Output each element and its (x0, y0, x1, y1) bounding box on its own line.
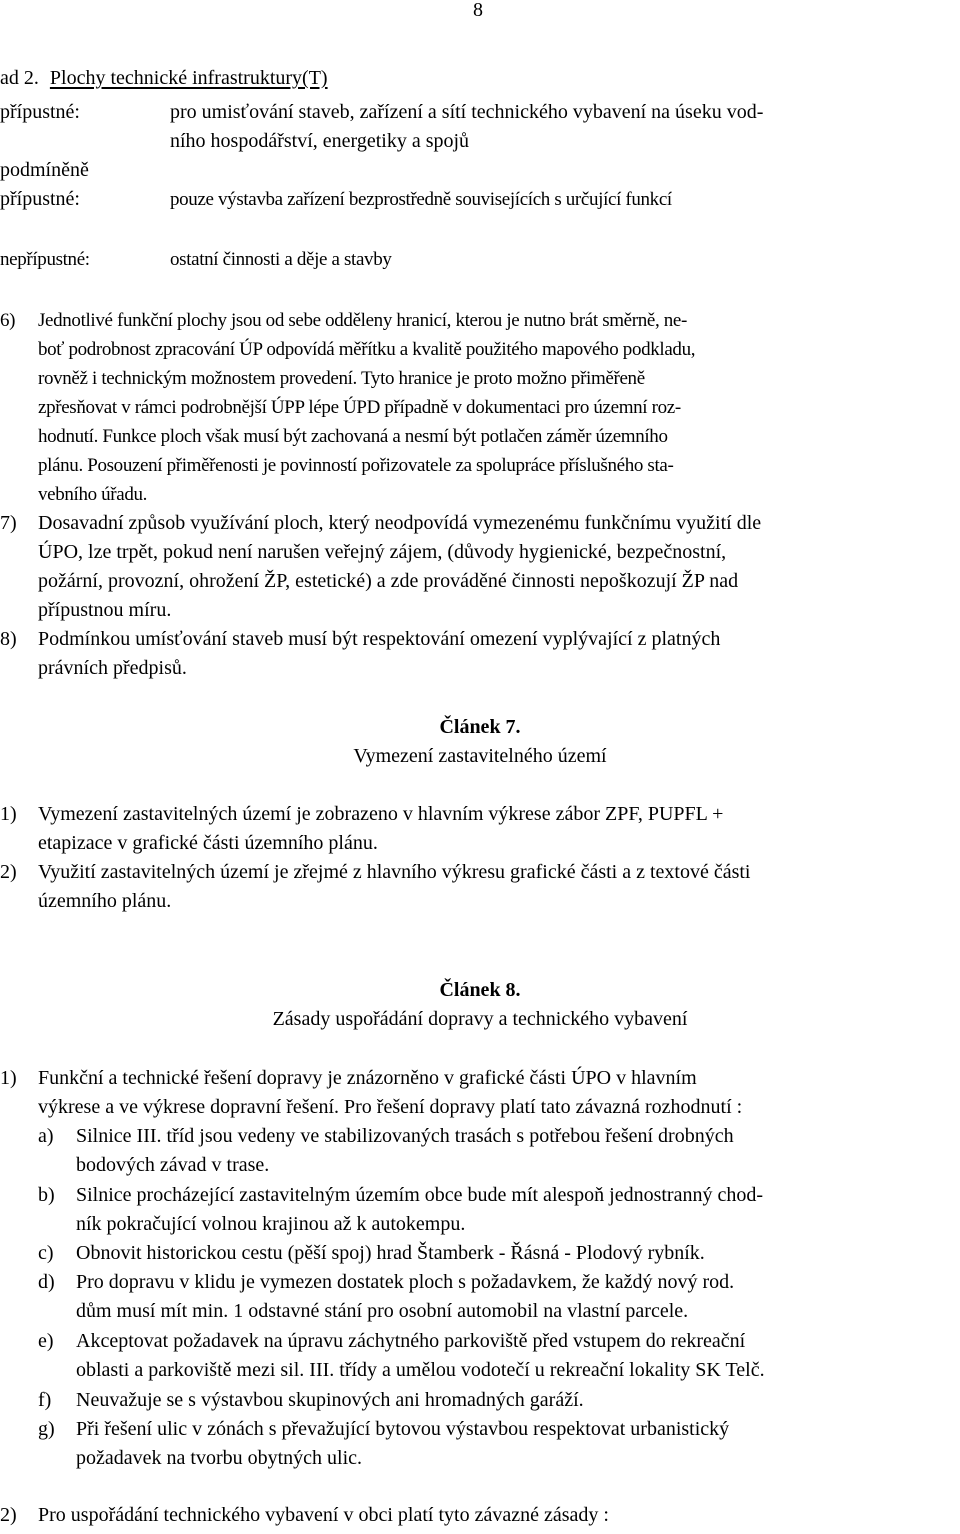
subitem-letter: e) (38, 1330, 54, 1352)
permitted-label: přípustné: (0, 101, 80, 123)
item-line: plánu. Posouzení přiměřenosti je povinností pořizovatele za spolupráce příslušného sta- (38, 455, 674, 476)
section-title: Plochy technické infrastruktury(T) (49, 67, 328, 89)
item-number: 1) (0, 803, 17, 825)
article-7-heading: Článek 7. (439, 716, 521, 738)
subitem-letter: d) (38, 1271, 55, 1293)
permitted-text-line-1: pro umisťování staveb, zařízení a sítí technického vybavení na úseku vod- (170, 101, 764, 123)
item-line: Silnice procházející zastavitelným územím obce bude mít alespoň jednostranný chod- (76, 1184, 764, 1206)
item-line: etapizace v grafické části územního plánu. (38, 832, 378, 854)
item-line: požární, provozní, ohrožení ŽP, estetické) a zde prováděné činnosti nepoškozují ŽP nad (38, 570, 739, 592)
item-line: Vymezení zastavitelných území je zobrazeno v hlavním výkrese zábor ZPF, PUPFL + (38, 803, 724, 825)
conditional-label-1: podmíněně (0, 159, 89, 181)
item-line: Pro uspořádání technického vybavení v obci platí tyto závazné zásady : (38, 1504, 609, 1526)
item-line: bodových závad v trase. (76, 1154, 270, 1176)
subitem-letter: b) (38, 1184, 55, 1206)
item-line: boť podrobnost zpracování ÚP odpovídá měřítku a kvalitě použitého mapového podkladu, (38, 339, 696, 360)
item-line: Využití zastavitelných území je zřejmé z hlavního výkresu grafické části a z textové části (38, 861, 751, 883)
item-number: 2) (0, 861, 17, 883)
permitted-text-line-2: ního hospodářství, energetiky a spojů (170, 130, 470, 152)
item-line: územního plánu. (38, 890, 172, 912)
conditional-label-2: přípustné: (0, 188, 80, 210)
item-line: Neuvažuje se s výstavbou skupinových ani hromadných garáží. (76, 1389, 584, 1411)
item-line: zpřesňovat v rámci podrobnější ÚPP lépe ÚPD případně v dokumentaci pro územní roz- (38, 397, 681, 418)
item-number: 6) (0, 310, 16, 331)
subitem-letter: a) (38, 1125, 54, 1147)
item-line: přípustnou míru. (38, 599, 172, 621)
item-line: Podmínkou umísťování staveb musí být respektování omezení vyplývající z platných (38, 628, 721, 650)
article-8-subheading: Zásady uspořádání dopravy a technického vybavení (272, 1008, 688, 1030)
section-heading (0, 64, 328, 93)
item-line: ÚPO, lze trpět, pokud není narušen veřejný zájem, (důvody hygienické, bezpečnostní, (38, 541, 727, 563)
item-number: 1) (0, 1067, 17, 1089)
item-line: Obnovit historickou cestu (pěší spoj) hrad Štamberk - Řásná - Plodový rybník. (76, 1242, 705, 1264)
item-line: dům musí mít min. 1 odstavné stání pro osobní automobil na vlastní parcele. (76, 1300, 689, 1322)
forbidden-text: ostatní činnosti a děje a stavby (170, 249, 392, 270)
item-line: Dosavadní způsob využívání ploch, který neodpovídá vymezenému funkčnímu využití dle (38, 512, 762, 534)
item-line: Jednotlivé funkční plochy jsou od sebe odděleny hranicí, kterou je nutno brát směrně, ne- (38, 310, 687, 331)
item-line: Silnice III. tříd jsou vedeny ve stabilizovaných trasách s potřebou řešení drobných (76, 1125, 734, 1147)
item-line: oblasti a parkoviště mezi sil. III. třídy a umělou vodotečí u rekreační lokality SK Telč. (76, 1359, 765, 1381)
item-line: právních předpisů. (38, 657, 187, 679)
subitem-letter: g) (38, 1418, 55, 1440)
article-7-subheading: Vymezení zastavitelného území (353, 745, 607, 767)
item-line: Funkční a technické řešení dopravy je znázorněno v grafické části ÚPO v hlavním (38, 1067, 697, 1089)
item-number: 8) (0, 628, 17, 650)
item-line: hodnutí. Funkce ploch však musí být zachovaná a nesmí být potlačen záměr územního (38, 426, 668, 447)
item-line: Akceptovat požadavek na úpravu záchytného parkoviště před vstupem do rekreační (76, 1330, 746, 1352)
subitem-letter: c) (38, 1242, 54, 1264)
item-line: výkrese a ve výkrese dopravní řešení. Pro řešení dopravy platí tato závazná rozhodnutí : (38, 1096, 743, 1118)
item-line: vebního úřadu. (38, 484, 148, 505)
item-line: Pro dopravu v klidu je vymezen dostatek ploch s požadavkem, že každý nový rod. (76, 1271, 735, 1293)
forbidden-label: nepřípustné: (0, 249, 90, 270)
item-line: Při řešení ulic v zónách s převažující bytovou výstavbou respektovat urbanistický (76, 1418, 730, 1440)
article-8-heading: Článek 8. (439, 979, 521, 1001)
item-number: 2) (0, 1504, 17, 1526)
conditional-text: pouze výstavba zařízení bezprostředně souvisejících s určující funkcí (170, 189, 672, 210)
subitem-letter: f) (38, 1389, 52, 1411)
item-line: ník pokračující volnou krajinou až k autokempu. (76, 1213, 466, 1235)
item-number: 7) (0, 512, 17, 534)
item-line: požadavek na tvorbu obytných ulic. (76, 1447, 363, 1469)
item-line: rovněž i technickým možnostem provedení. Tyto hranice je proto možno přiměřeně (38, 368, 645, 389)
page-number: 8 (473, 0, 483, 21)
section-prefix: ad 2. (0, 67, 39, 89)
